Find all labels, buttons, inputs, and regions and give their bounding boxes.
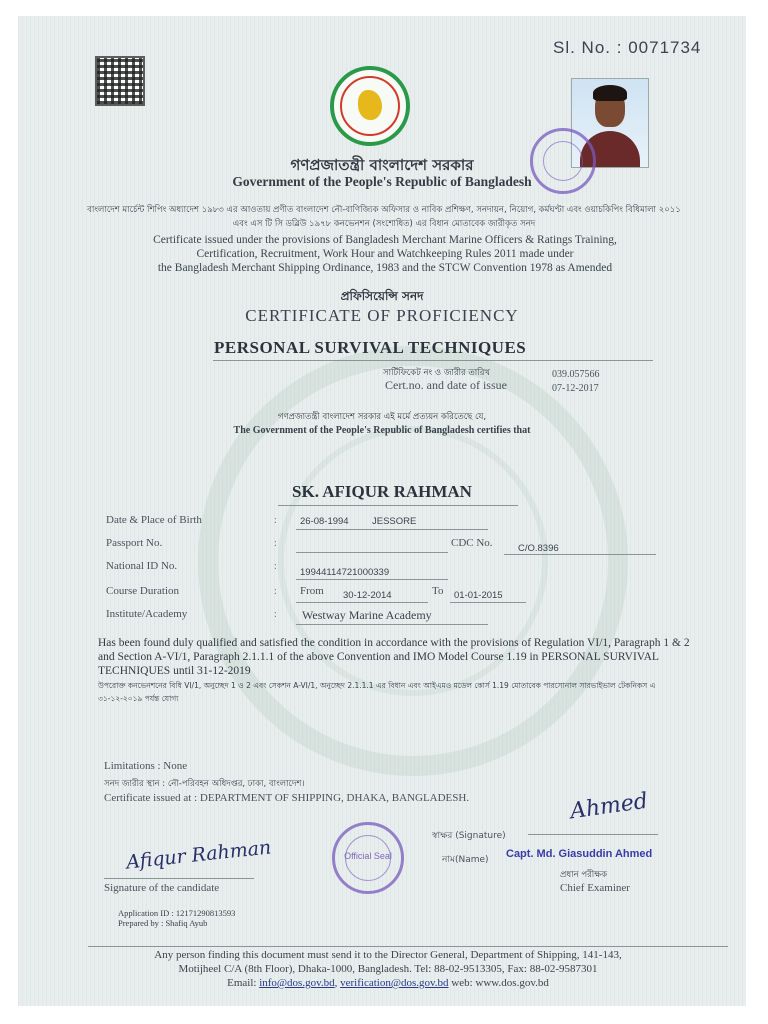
to-label: To — [432, 585, 444, 597]
footer-divider — [88, 946, 728, 947]
authority-line-2: Certification, Recruitment, Work Hour and Watchkeeping Rules 2011 made under — [196, 248, 574, 260]
cert-issue-date: 07-12-2017 — [552, 383, 599, 394]
nid-colon: : — [274, 561, 277, 572]
passport-colon: : — [274, 538, 277, 549]
nid-underline — [296, 579, 448, 580]
authority-line-1: Certificate issued under the provisions of Bangladesh Merchant Marine Officers & Ratings Training, — [153, 234, 617, 246]
institute-value: Westway Marine Academy — [302, 608, 432, 622]
examiner-signature: Ahmed — [568, 788, 650, 825]
nid-value: 19944114721000339 — [300, 567, 390, 578]
holder-name-underline — [278, 505, 518, 506]
passport-underline — [296, 552, 448, 553]
footer-line-1: Any person finding this document must send it to the Director General, Department of Shipping, 141-143, — [154, 949, 622, 961]
qr-code-icon — [95, 56, 145, 106]
examiner-title-bn: প্রধান পরীক্ষক — [560, 870, 608, 880]
authority-text-en — [80, 233, 690, 275]
bangladesh-map-icon — [358, 90, 382, 120]
official-seal-label: Official Seal — [344, 851, 392, 862]
certifies-text-bn: গণপ্রজাতন্ত্রী বাংলাদেশ সরকার এই মর্মে প্রত্যয়ন করিতেছে যে, — [277, 412, 487, 422]
course-divider — [213, 360, 653, 361]
issue-place-en: Certificate issued at : DEPARTMENT OF SHIPPING, DHAKA, BANGLADESH. — [104, 792, 470, 804]
candidate-signature: Afiqur Rahman — [125, 836, 273, 874]
official-seal-stamp — [332, 822, 404, 894]
from-value: 30-12-2014 — [343, 590, 392, 601]
candidate-signature-underline — [104, 878, 254, 879]
from-label: From — [300, 585, 324, 597]
issue-place-bn: সনদ জারীর স্থান : নৌ-পরিবহন অধিদপ্তর, ঢাকা, বাংলাদেশ। — [104, 779, 305, 789]
to-underline — [450, 602, 526, 603]
course-title: PERSONAL SURVIVAL TECHNIQUES — [214, 338, 527, 357]
cdc-value: C/O.8396 — [518, 543, 559, 554]
web-address[interactable]: www.dos.gov.bd — [475, 977, 549, 989]
cdc-label: CDC No. — [451, 537, 493, 549]
dob-colon: : — [274, 515, 277, 526]
institute-colon: : — [274, 609, 277, 620]
institute-label: Institute/Academy — [106, 608, 188, 620]
duration-colon: : — [274, 586, 277, 597]
candidate-signature-label: Signature of the candidate — [104, 882, 220, 894]
examiner-name-stamp: Capt. Md. Giasuddin Ahmed — [506, 848, 653, 860]
cdc-underline — [504, 554, 656, 555]
signature-underline — [528, 834, 658, 835]
cert-number-label-en: Cert.no. and date of issue — [385, 378, 507, 392]
duration-label: Course Duration — [106, 585, 180, 597]
signature-label: স্বাক্ষর (Signature) — [432, 831, 506, 841]
prepared-by: Prepared by : Shafiq Ayub — [118, 918, 208, 928]
from-underline — [296, 602, 428, 603]
footer-line-2: Motijheel C/A (8th Floor), Dhaka-1000, Bangladesh. Tel: 88-02-9513305, Fax: 88-02-9587301 — [178, 963, 598, 975]
qualification-text-en: Has been found duly qualified and satisfied the condition in accordance with the provisions of Regulation VI/1, Paragraph 1 & 2 and Section A-VI/1, Paragraph 2.1.1.1 of the above Convention and IMO Model Course 1.19 in PERSONAL SURVIVAL TECHNIQUES until 31-12-2019 — [98, 637, 690, 677]
application-id: Application ID : 12171290813593 — [118, 908, 236, 918]
footer-contact: Email: info@dos.gov.bd, verification@dos.gov.bd web: www.dos.gov.bd — [227, 977, 549, 989]
passport-label: Passport No. — [106, 537, 163, 549]
to-value: 01-01-2015 — [454, 590, 503, 601]
photo-hair — [593, 85, 627, 101]
authority-text-bn: বাংলাদেশ মার্চেন্ট শিপিং অধ্যাদেশ ১৯৮৩ এর আওতায় প্রণীত বাংলাদেশ নৌ-বাণিজ্যিক অফিসার ও নাবিক প্রশিক্ষণ, সনদায়ন, নিয়োগ, কর্মঘণ্টা এবং ওয়াচকিপিং বিধিমালা ২০১১ এবং এস টি সি ডব্লিউ ১৯৭৮ কনভেনশন (সংশোধিত) এর বিধান মোতাবেক জারীকৃত সনদ — [87, 205, 681, 229]
authority-line-3: the Bangladesh Merchant Shipping Ordinance, 1983 and the STCW Convention 1978 as Amended — [157, 262, 613, 274]
dob-value: 26-08-1994 — [300, 516, 349, 527]
dob-underline — [296, 529, 488, 530]
cert-number-value: 039.057566 — [552, 369, 600, 380]
certificate-title-bn: প্রফিসিয়েন্সি সনদ — [340, 289, 424, 303]
government-title-bn: গণপ্রজাতন্ত্রী বাংলাদেশ সরকার — [290, 156, 474, 174]
email-link-verification[interactable]: verification@dos.gov.bd — [340, 977, 449, 989]
institute-underline — [296, 624, 488, 625]
nid-label: National ID No. — [106, 560, 178, 572]
dob-label: Date & Place of Birth — [106, 514, 202, 526]
limitations-text: Limitations : None — [104, 760, 188, 772]
certificate-title-en: CERTIFICATE OF PROFICIENCY — [245, 306, 519, 325]
cert-number-label-bn: সার্টিফিকেট নং ও জারীর তারিখ — [383, 368, 490, 378]
email-link-info[interactable]: info@dos.gov.bd — [259, 977, 335, 989]
serial-value: 0071734 — [628, 38, 702, 57]
holder-name: SK. AFIQUR RAHMAN — [292, 482, 472, 501]
serial-label: Sl. No. : — [553, 38, 623, 57]
examiner-title-en: Chief Examiner — [560, 882, 630, 894]
certifies-text-en: The Government of the People's Republic of Bangladesh certifies that — [233, 425, 531, 436]
serial-number — [553, 38, 701, 58]
government-emblem-icon — [330, 66, 410, 146]
name-label: নাম(Name) — [442, 855, 489, 865]
application-info — [118, 908, 235, 928]
web-label: web: — [451, 977, 473, 989]
government-title-en: Government of the People's Republic of Bangladesh — [232, 174, 532, 189]
birthplace-value: JESSORE — [372, 516, 417, 527]
qualification-text-bn: উপরোক্ত কনভেনশনের বিধি VI/1, অনুচ্ছেদ 1 ও 2 এবং সেকশন A-VI/1, অনুচ্ছেদ 2.1.1.1 এর বিধান এবং আইএমও মডেল কোর্স 1.19 মোতাবেক পারসোনাল সারভাইভাল টেকনিকস এ ৩১-১২-২০১৯ পর্যন্ত যোগ্য — [98, 681, 656, 703]
certificate-sheet — [18, 16, 746, 1006]
email-label: Email: — [227, 977, 257, 989]
